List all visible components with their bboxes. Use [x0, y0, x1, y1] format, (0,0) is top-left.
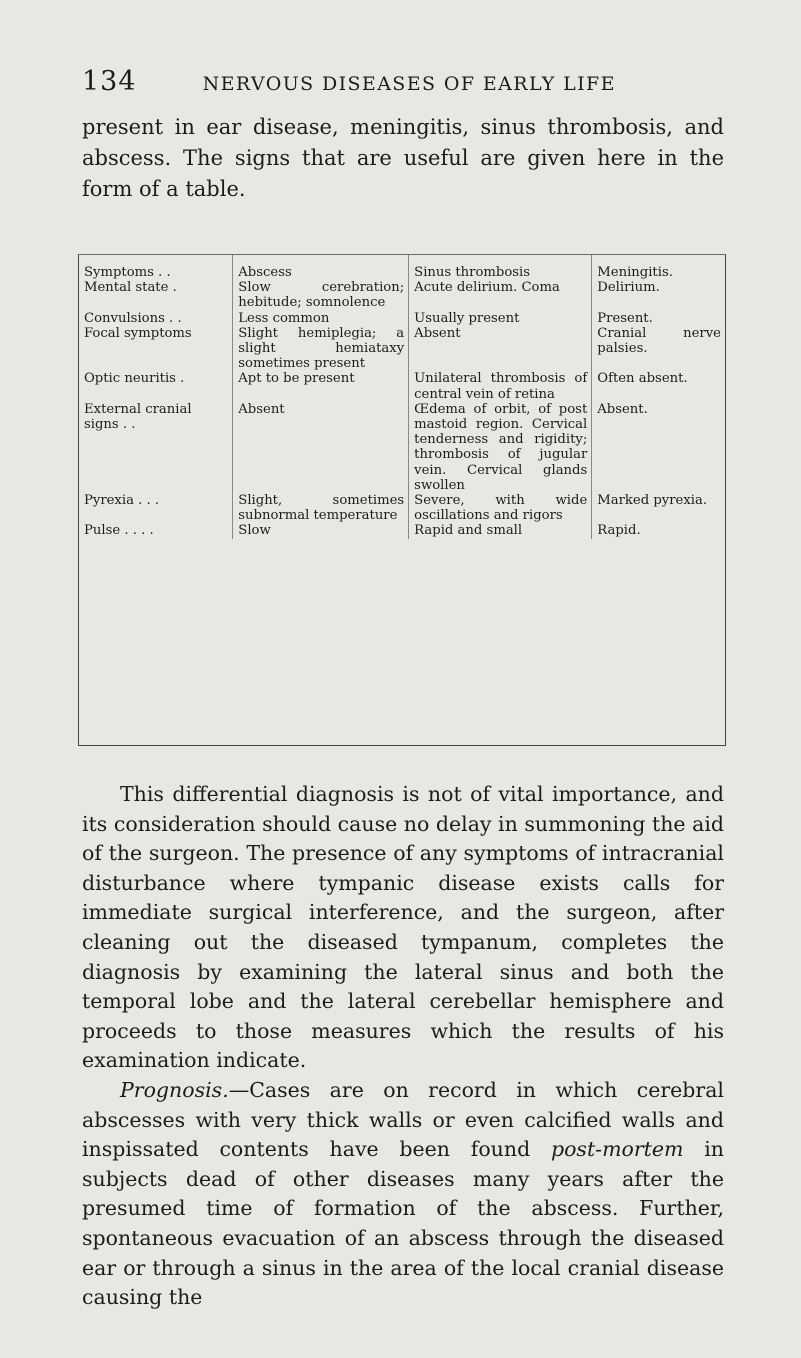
- symptom-cell: Pyrexia . . .: [79, 493, 233, 523]
- meningitis-cell: Absent.: [597, 401, 648, 417]
- meningitis-cell: Cranial nerve palsies.: [597, 325, 721, 357]
- sinus-thrombosis-cell: Sinus thrombosis: [409, 255, 592, 280]
- page-header: [82, 66, 722, 97]
- sinus-thrombosis-cell: Absent: [409, 326, 592, 372]
- abscess-cell: Slight hemiplegia; a slight hemiataxy sometimes present: [233, 326, 409, 372]
- table-row: [79, 402, 725, 493]
- meningitis-cell: Meningitis.: [597, 265, 673, 280]
- prognosis-text-b: in subjects dead of other diseases many years after the presumed time of formation of the abscess. Further, spontaneous evacuation of an abscess through the diseased ear or through a sinus in the area of the local cranial disease causing the: [82, 1137, 724, 1310]
- abscess-cell: Less common: [233, 311, 409, 326]
- abscess-cell: Slow cerebration; hebitude; somnolence: [233, 280, 409, 310]
- meningitis-cell: Marked pyrexia.: [597, 493, 708, 509]
- paragraph-differential-diagnosis: This differential diagnosis is not of vital importance, and its consideration should cause no delay in summoning the aid of the surgeon. The presence of any symptoms of intracranial disturbance where tympanic disease exists calls for immediate surgical interference, and the surgeon, after cleaning out the diseased tympanum, completes the diagnosis by examining the lateral sinus and both the temporal lobe and the lateral cerebellar hemisphere and proceeds to those measures which the results of his examination indicate.: [82, 782, 724, 1073]
- meningitis-cell: Delirium.: [597, 280, 660, 296]
- symptom-cell: Focal symptoms: [79, 326, 233, 372]
- sinus-thrombosis-cell: Unilateral thrombosis of central vein of retina: [409, 371, 592, 401]
- meningitis-cell: Often absent.: [597, 371, 688, 387]
- symptom-cell: External cranial signs . .: [79, 402, 233, 493]
- prognosis-label: Prognosis.: [120, 1077, 229, 1102]
- body-text: [82, 780, 724, 1313]
- symptom-cell: Mental state .: [79, 280, 233, 310]
- paragraph-prognosis: [82, 1076, 724, 1313]
- symptom-cell: Symptoms . .: [79, 255, 233, 280]
- symptom-cell: Convulsions . .: [79, 311, 233, 326]
- abscess-cell: Slow: [233, 523, 409, 538]
- symptom-cell: Optic neuritis .: [79, 371, 233, 401]
- sinus-thrombosis-cell: Severe, with wide oscillations and rigors: [409, 493, 592, 523]
- prognosis-text-a: —Cases are on record in which cerebral abscesses with very thick walls or even calcified walls and inspissated contents have been found: [82, 1077, 724, 1162]
- page-number: 134: [82, 66, 137, 97]
- intro-paragraph: present in ear disease, meningitis, sinus thrombosis, and abscess. The signs that are useful are given here in the form of a table.: [82, 115, 724, 201]
- diagnosis-table: [79, 255, 725, 539]
- abscess-cell: Apt to be present: [233, 371, 409, 401]
- sinus-thrombosis-cell: Acute delirium. Coma: [409, 280, 592, 310]
- meningitis-cell: Present.: [597, 310, 653, 326]
- table-row: [79, 493, 725, 523]
- running-title: NERVOUS DISEASES OF EARLY LIFE: [202, 73, 616, 95]
- sinus-thrombosis-cell: Œdema of orbit, of post mastoid region. Cervical tenderness and rigidity; thrombosis of jugular vein. Cervical glands swollen: [409, 402, 592, 493]
- table-row: [79, 280, 725, 310]
- table-row: [79, 255, 725, 280]
- table-row: [79, 371, 725, 401]
- differential-diagnosis-table: [78, 254, 726, 746]
- abscess-cell: Absent: [233, 402, 409, 493]
- meningitis-cell: Rapid.: [597, 523, 641, 539]
- sinus-thrombosis-cell: Usually present: [409, 311, 592, 326]
- abscess-cell: Abscess: [233, 255, 409, 280]
- sinus-thrombosis-cell: Rapid and small: [409, 523, 592, 538]
- table-row: [79, 326, 725, 372]
- post-mortem-italic: post-mortem: [550, 1137, 684, 1162]
- symptom-cell: Pulse . . . .: [79, 523, 233, 538]
- abscess-cell: Slight, sometimes subnormal temperature: [233, 493, 409, 523]
- table-row: [79, 311, 725, 326]
- table-row: [79, 523, 725, 538]
